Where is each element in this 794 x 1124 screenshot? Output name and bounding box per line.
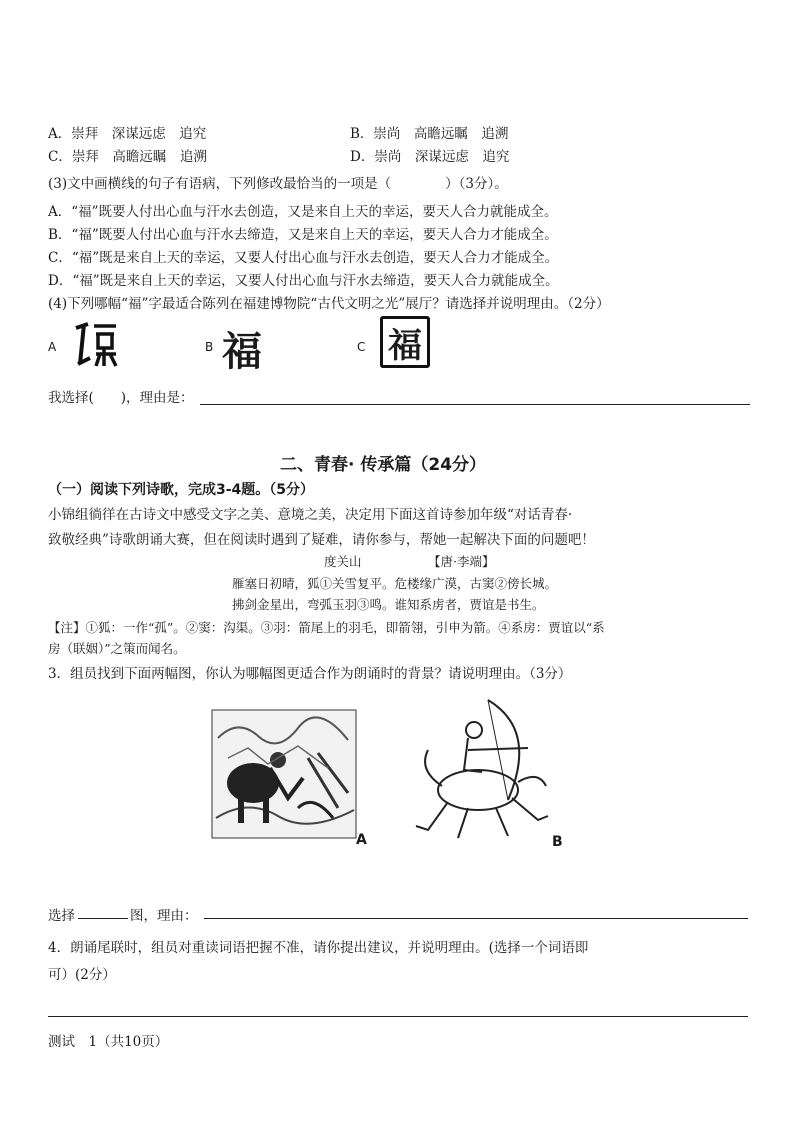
reason-line[interactable] [204, 918, 748, 919]
poem-line-1: 雁塞日初晴，狐①关雪复平。危楼缘广漠，古窦②傍长城。 [232, 576, 558, 591]
battle-scene-illustration-a-icon [208, 698, 360, 848]
question-3-option-d: D．“福”既是来自上天的幸运，又要人付出心血与汗水去缔造，要天人合力就能成全。 [48, 273, 559, 289]
option-b: B．崇尚 高瞻远瞩 追溯 [350, 126, 509, 142]
question-3-option-b: B．“福”既要人付出心血与汗水去缔造，又是来自上天的幸运，要天人合力才能成全。 [48, 227, 558, 243]
option-a: A．崇拜 深谋远虑 追究 [48, 126, 207, 142]
intro-line-1: 小锦组徜徉在古诗文中感受文字之美、意境之美，决定用下面这首诗参加年级“对话青春· [48, 507, 573, 523]
image-b-label: B [552, 834, 563, 850]
poem-author: 【唐·李端】 [428, 554, 495, 569]
section-title: 二、青春· 传承篇（24分） [280, 455, 487, 475]
fu-seal-glyph-a-icon [70, 318, 120, 370]
part-title: （一）阅读下列诗歌，完成3-4题。（5分） [48, 482, 315, 498]
note-line-2: 房（联姻）”之策而闻名。 [48, 641, 186, 656]
question-4-stem: (4)下列哪幅“福”字最适合陈列在福建博物院“古代文明之光”展厅？请选择并说明理由。（2分） [48, 296, 610, 312]
answer-choice-prompt: 我选择( )，理由是： [48, 390, 194, 406]
intro-line-2: 致敬经典”诗歌朗诵大赛，但在阅读时遇到了疑难，请你参与，帮她一起解决下面的问题吧！ [48, 532, 595, 548]
note-line-1: 【注】①狐：一作“孤”。②窦：沟渠。③羽：箭尾上的羽毛，即箭翎，引申为箭。④系房：贾谊以“系 [48, 620, 605, 635]
fu-seal-glyph-c [380, 316, 430, 368]
answer-line[interactable] [200, 404, 750, 405]
fu-regular-glyph-b: 福 [222, 328, 262, 375]
question-4-line-2: 可）(2分） [48, 967, 116, 983]
answer-line-q4[interactable] [48, 1016, 748, 1017]
question-3-option-a: A．“福”既要人付出心血与汗水去创造，又是来自上天的幸运，要天人合力就能成全。 [48, 204, 558, 220]
page-footer: 测试 1（共10页） [48, 1034, 169, 1050]
horseback-archer-illustration-b-icon [408, 690, 556, 850]
glyph-option-c-label: C [357, 340, 366, 354]
fu-seal-glyph-c-char: 福 [388, 325, 422, 366]
glyph-option-a-label: A [48, 340, 57, 354]
glyph-option-b-label: B [205, 340, 214, 354]
option-c: C．崇拜 高瞻远瞩 追溯 [48, 149, 207, 165]
question-3-main-stem: 3．组员找到下面两幅图，你认为哪幅图更适合作为朗诵时的背景？请说明理由。（3分） [48, 666, 572, 682]
reason-prefix: 图，理由： [130, 908, 198, 924]
image-a-label: A [356, 832, 367, 848]
option-d: D．崇尚 深谋远虑 追究 [350, 149, 510, 165]
question-3-stem: (3)文中画横线的句子有语病，下列修改最恰当的一项是（ ）（3分）。 [48, 176, 508, 192]
question-3-option-c: C．“福”既是来自上天的幸运，又要人付出心血与汗水去创造，要天人合力才能成全。 [48, 250, 559, 266]
choice-blank[interactable] [78, 918, 128, 919]
poem-line-2: 拂剑金星出，弯弧玉羽③鸣。谁知系虏者，贾谊是书生。 [232, 597, 545, 612]
question-4-line-1: 4．朗诵尾联时，组员对重读词语把握不准，请你提出建议，并说明理由。(选择一个词语即 [48, 940, 589, 956]
poem-title: 度关山 [324, 554, 362, 569]
choice-prefix: 选择 [48, 908, 75, 924]
